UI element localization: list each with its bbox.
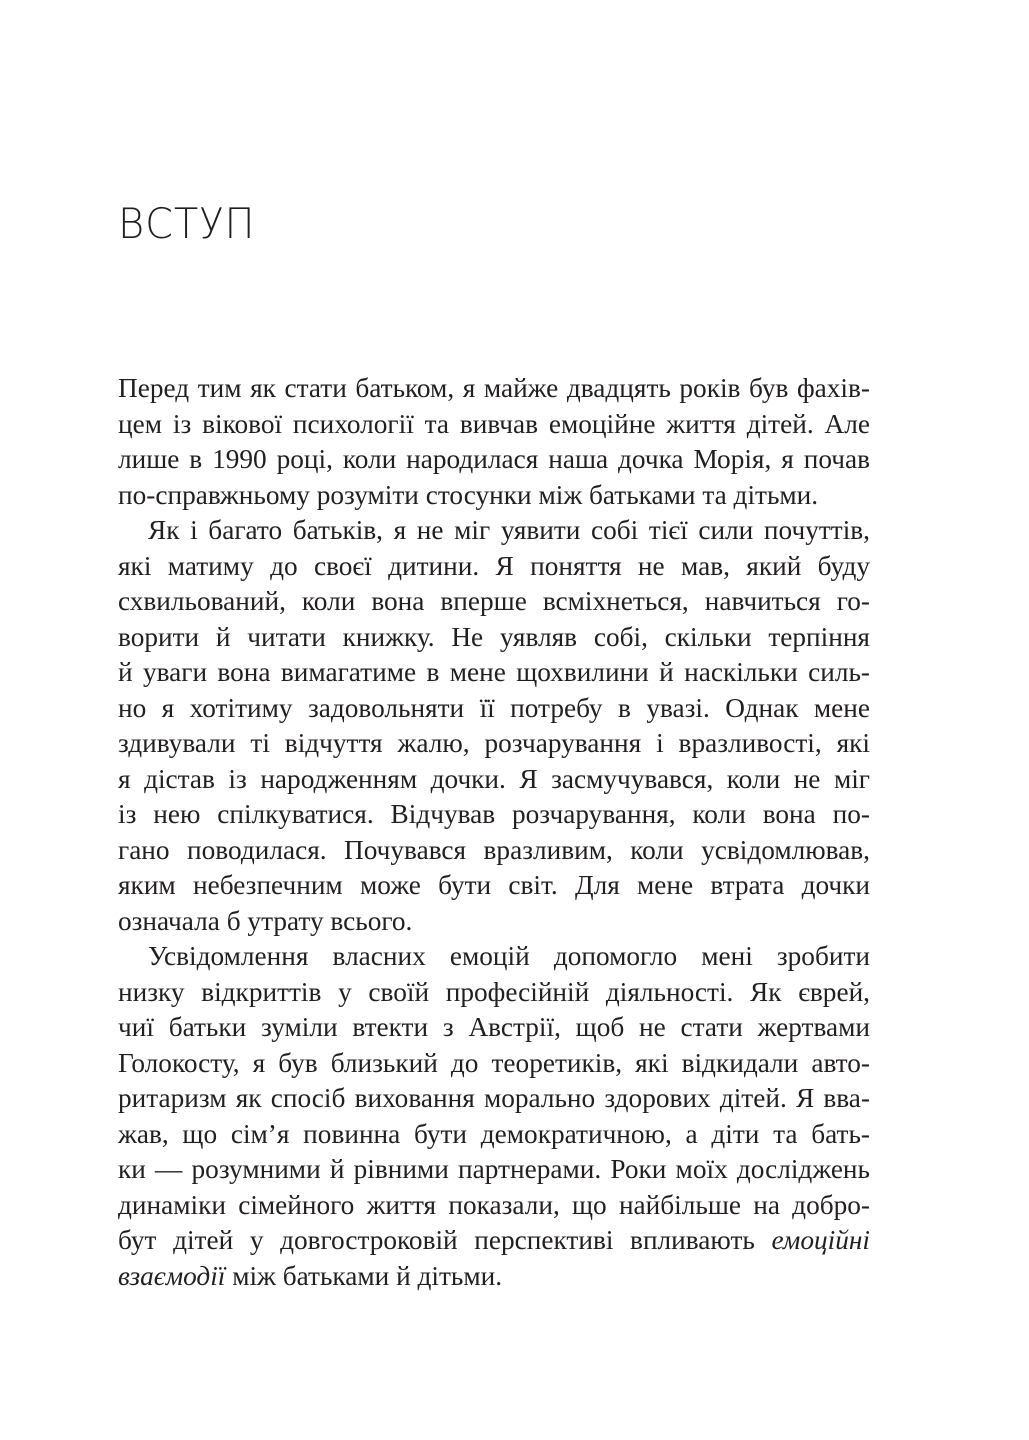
paragraph-3-line-6: жав, що сім’я повинна бути демократичною, а діти та бать- [118, 1118, 870, 1149]
paragraph-2-line-9: із нею спілкуватися. Відчував розчарування, коли вона по- [118, 799, 870, 829]
paragraph-2-line-5: й уваги вона вимагатиме в мене щохвилини й наскільки силь- [118, 657, 870, 687]
paragraph-3-line-8: динаміки сімейного життя показали, що найбільше на добро- [118, 1189, 870, 1220]
emphasis-emotional: емоційні [771, 1225, 870, 1255]
paragraph-2-line-3: схвильований, коли вона вперше всміхнеться, навчиться го- [118, 586, 870, 616]
paragraph-2-line-6: но я хотітиму задовольняти її потребу в увазі. Однак мене [118, 692, 870, 723]
body-text [118, 371, 870, 1294]
paragraph-2-line-1: Як і багато батьків, я не міг уявити собі тієї сили почуттів, [148, 515, 870, 545]
paragraph-2-line-8: я дістав із народженням дочки. Я засмучувався, коли не міг [118, 763, 870, 794]
paragraph-3-line-9-text: бут дітей у довгостроковій перспективі впливають [118, 1225, 755, 1255]
paragraph-1-line-4: по-справжньому розуміти стосунки між батьками та дітьми. [118, 479, 819, 510]
paragraph-2-line-7: здивували ті відчуття жалю, розчарування і вразливості, які [118, 728, 870, 758]
paragraph-3-line-5: ритаризм як спосіб виховання морально здорових дітей. Я вва- [118, 1083, 870, 1113]
paragraph-3-line-10-text: між батьками й дітьми. [225, 1260, 503, 1291]
paragraph-2-line-12: означала б утрату всього. [118, 905, 413, 936]
paragraph-3-line-10 [118, 1259, 870, 1295]
paragraph-2-line-11: яким небезпечним може бути світ. Для мене втрата дочки [118, 870, 870, 900]
paragraph-2-line-10: гано поводилася. Почувався вразливим, коли усвідомлював, [118, 834, 870, 865]
paragraph-2-line-2: які матиму до своєї дитини. Я поняття не мав, який буду [118, 550, 870, 581]
paragraph-1-line-2: цем із вікової психології та вивчав емоційне життя дітей. Але [118, 408, 870, 439]
paragraph-3-line-3: чиї батьки зуміли втекти з Австрії, щоб не стати жертвами [118, 1012, 870, 1042]
paragraph-3-line-9 [118, 1223, 870, 1259]
paragraph-1-line-3: лише в 1990 році, коли народилася наша дочка Морія, я почав [118, 444, 870, 474]
paragraph-3-line-7: ки — розумними й рівними партнерами. Роки моїх досліджень [118, 1154, 870, 1184]
emphasis-interactions: взаємодії [118, 1260, 226, 1291]
paragraph-2-line-4: ворити й читати книжку. Не уявляв собі, скільки терпіння [118, 621, 870, 652]
paragraph-1-line-1: Перед тим як стати батьком, я майже двадцять років був фахів- [118, 373, 870, 403]
paragraph-3-line-1: Усвідомлення власних емоцій допомогло мені зробити [148, 941, 870, 971]
paragraph-3-line-4: Голокосту, я був близький до теоретиків, які відкидали авто- [118, 1047, 870, 1078]
chapter-title: ВСТУП [118, 199, 256, 248]
paragraph-3-line-2: низку відкриттів у своїй професійній діяльності. Як єврей, [118, 976, 870, 1007]
